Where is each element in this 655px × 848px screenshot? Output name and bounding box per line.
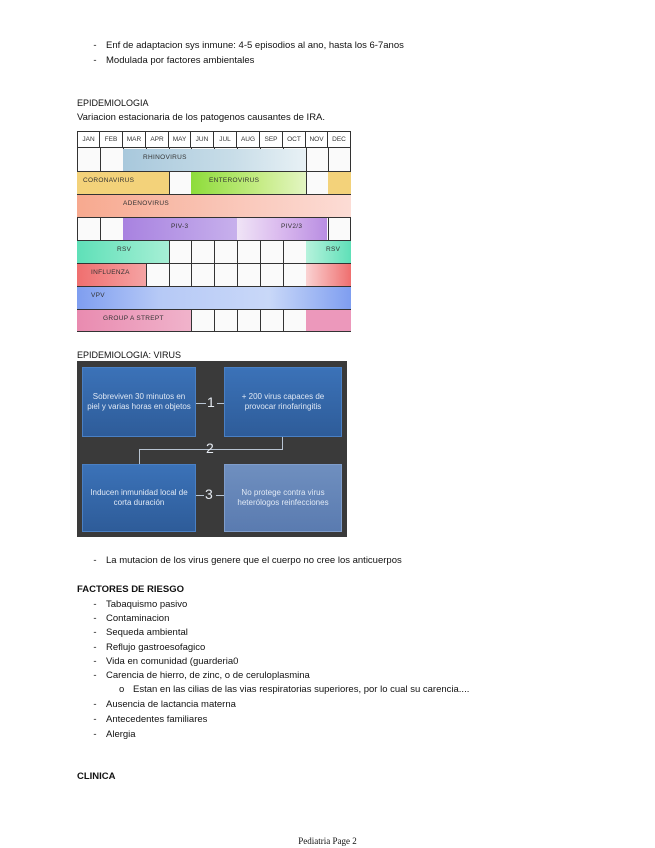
- section-heading-epidemiologia: EPIDEMIOLOGIA: [77, 98, 149, 108]
- band-rhinovirus: [123, 149, 306, 171]
- month-header: FEB: [100, 131, 123, 148]
- step-number-2: 2: [206, 440, 214, 456]
- band-adenovirus: [77, 195, 351, 217]
- bullet-item-mutacion: La mutacion de los virus genere que el cuerpo no cree los anticuerpos: [106, 555, 402, 566]
- section-heading-epidemiologia-virus: EPIDEMIOLOGIA: VIRUS: [77, 350, 182, 360]
- month-header: JUL: [214, 131, 237, 148]
- factor-item: Ausencia de lactancia materna: [106, 699, 236, 710]
- bullet-item: Enf de adaptacion sys inmune: 4-5 episodios al ano, hasta los 6-7anos: [106, 40, 404, 51]
- band-label: RHINOVIRUS: [143, 154, 187, 161]
- connector-line: [217, 403, 224, 404]
- band-label: PIV-3: [171, 223, 189, 230]
- section-heading-clinica: CLINICA: [77, 771, 116, 782]
- band-piv23: [237, 218, 327, 240]
- month-header: JAN: [77, 131, 100, 148]
- seasonal-calendar-table: [77, 131, 351, 332]
- page-footer: Pediatria Page 2: [298, 836, 357, 846]
- band-label: GROUP A STREPT: [103, 315, 164, 322]
- bullet-dash: -: [93, 40, 97, 51]
- month-header: MAR: [123, 131, 146, 148]
- bullet-dash: -: [93, 642, 97, 653]
- bullet-dash: -: [93, 55, 97, 66]
- factor-item: Carencia de hierro, de zinc, o de ceruloplasmina: [106, 670, 310, 681]
- step-number-3: 3: [205, 486, 213, 502]
- band-vpv: [77, 287, 351, 309]
- bullet-dash: -: [93, 670, 97, 681]
- band-label: VPV: [91, 292, 105, 299]
- connector-line: [196, 403, 206, 404]
- band-enterovirus: [191, 172, 306, 194]
- month-header: SEP: [260, 131, 283, 148]
- diagram-box-immunity: [82, 464, 196, 532]
- band-influenza: [77, 264, 146, 286]
- band-influenza-late: [306, 264, 351, 286]
- calendar-subtitle: Variacion estacionaria de los patogenos causantes de IRA.: [77, 112, 326, 123]
- band-label: INFLUENZA: [91, 269, 130, 276]
- bullet-dash: -: [93, 729, 97, 740]
- band-coronavirus-dec: [328, 172, 351, 194]
- factor-item: Antecedentes familiares: [106, 714, 208, 725]
- factor-sub-item: Estan en las cilias de las vias respiratorias superiores, por lo cual su carencia....: [133, 684, 470, 695]
- box-text: Inducen inmunidad local de corta duración: [90, 488, 188, 507]
- band-label: RSV: [117, 246, 132, 253]
- band-rsv-early: [77, 241, 169, 263]
- band-label: PIV2/3: [281, 223, 303, 230]
- virus-diagram: [77, 361, 347, 537]
- connector-line: [139, 449, 140, 464]
- diagram-box-no-protection: [224, 464, 342, 532]
- bullet-dash: -: [93, 599, 97, 610]
- band-coronavirus: [77, 172, 169, 194]
- box-text: Sobreviven 30 minutos en piel y varias horas en objetos: [87, 392, 191, 411]
- factor-item: Alergia: [106, 729, 136, 740]
- bullet-dash: -: [93, 714, 97, 725]
- month-header: MAY: [169, 131, 191, 148]
- box-text: + 200 virus capaces de provocar rinofaringitis: [241, 392, 325, 411]
- connector-line: [196, 495, 204, 496]
- factor-item: Vida en comunidad (guarderia0: [106, 656, 239, 667]
- factor-item: Contaminacion: [106, 613, 170, 624]
- connector-line: [216, 495, 224, 496]
- factor-item: Tabaquismo pasivo: [106, 599, 188, 610]
- connector-line: [282, 437, 283, 449]
- month-header: NOV: [306, 131, 328, 148]
- diagram-box-virus-count: [224, 367, 342, 437]
- band-strept: [77, 310, 191, 331]
- section-heading-factores: FACTORES DE RIESGO: [77, 584, 184, 595]
- bullet-dash: -: [93, 699, 97, 710]
- bullet-dash: -: [93, 627, 97, 638]
- bullet-dash: -: [93, 555, 97, 566]
- month-header: OCT: [283, 131, 306, 148]
- band-label: RSV: [326, 246, 341, 253]
- factor-item: Reflujo gastroesofagico: [106, 642, 206, 653]
- month-header: JUN: [191, 131, 214, 148]
- band-label: ENTEROVIRUS: [209, 177, 260, 184]
- month-header: APR: [146, 131, 169, 148]
- bullet-dash: -: [93, 656, 97, 667]
- band-label: CORONAVIRUS: [83, 177, 135, 184]
- box-text: No protege contra virus heterólogos reinfecciones: [237, 488, 329, 507]
- band-piv3: [123, 218, 237, 240]
- sub-bullet-mark: o: [119, 684, 125, 695]
- diagram-box-survival: [82, 367, 196, 437]
- month-header: AUG: [237, 131, 260, 148]
- band-label: ADENOVIRUS: [123, 200, 169, 207]
- band-strept-late: [306, 310, 351, 331]
- factor-item: Sequeda ambiental: [106, 627, 188, 638]
- bullet-dash: -: [93, 613, 97, 624]
- step-number-1: 1: [207, 394, 215, 410]
- band-rsv-late: [306, 241, 351, 263]
- month-header: DEC: [328, 131, 351, 148]
- bullet-item: Modulada por factores ambientales: [106, 55, 255, 66]
